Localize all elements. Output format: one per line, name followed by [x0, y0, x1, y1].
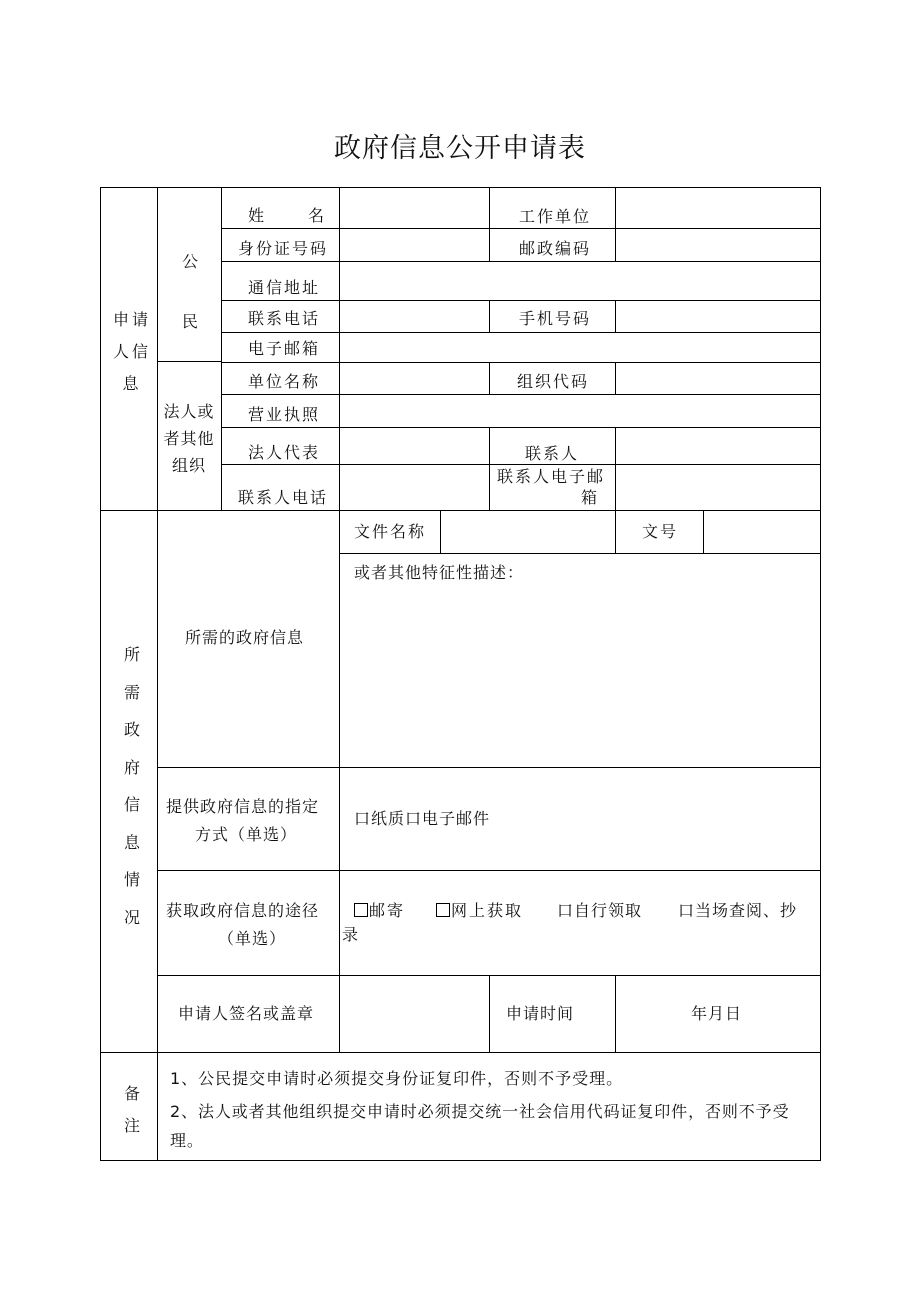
org-code-label: 组织代码 — [517, 372, 590, 391]
citizen-group-label: 公民 — [181, 252, 198, 331]
provide-method-label-line2: 方式（单选） — [195, 825, 298, 844]
provide-options[interactable]: 口纸质口电子邮件 — [354, 809, 491, 828]
license-label: 营业执照 — [248, 405, 321, 424]
obtain-method-label-line2: （单选） — [218, 929, 287, 948]
work-unit-label: 工作单位 — [519, 207, 592, 226]
address-label: 通信地址 — [248, 278, 321, 297]
contact-label: 联系人 — [525, 444, 580, 463]
applicant-section-label: 申请人信息 — [112, 310, 151, 393]
contact-email-label-line1: 联系人电子邮 — [497, 467, 606, 486]
page-title: 政府信息公开申请表 — [334, 133, 586, 164]
email-label: 电子邮箱 — [248, 339, 321, 358]
doc-number-label: 文号 — [642, 522, 679, 541]
obtain-option-onsite-view[interactable]: 口当场查阅、抄 — [678, 901, 798, 920]
signature-label: 申请人签名或盖章 — [178, 1004, 315, 1023]
provide-method-label-line1: 提供政府信息的指定 — [166, 797, 320, 816]
description-label: 或者其他特征性描述： — [354, 563, 525, 582]
phone-label: 联系电话 — [248, 309, 321, 328]
legal-rep-label: 法人代表 — [248, 443, 321, 462]
postal-code-label: 邮政编码 — [519, 239, 592, 258]
obtain-method-label-line1: 获取政府信息的途径 — [166, 901, 320, 920]
date-label: 申请时间 — [506, 1004, 575, 1023]
obtain-option-self-pickup[interactable]: 口自行领取 — [557, 901, 643, 920]
obtain-option-onsite-view-cont: 录 — [342, 925, 361, 944]
obtain-option-online[interactable]: 网上获取 — [436, 900, 523, 922]
unit-name-label: 单位名称 — [248, 372, 321, 391]
contact-email-label-line2: 箱 — [581, 488, 600, 507]
id-number-label: 身份证号码 — [238, 239, 329, 258]
doc-name-label: 文件名称 — [354, 522, 427, 541]
name-label: 姓名 — [248, 206, 369, 225]
info-request-section-label: 所需政府信息情况 — [123, 645, 140, 927]
remark-note-2: 2、法人或者其他组织提交申请时必须提交统一社会信用代码证复印件，否则不予受理。 — [170, 1102, 790, 1150]
mobile-label: 手机号码 — [519, 309, 592, 328]
organization-group-label: 法人或者其他组织 — [163, 402, 215, 475]
needed-info-label: 所需的政府信息 — [185, 628, 305, 647]
obtain-option-mail[interactable]: 邮寄 — [354, 900, 405, 922]
remark-note-1: 1、公民提交申请时必须提交身份证复印件，否则不予受理。 — [170, 1069, 624, 1088]
remarks-section-label: 备注 — [123, 1084, 140, 1135]
checkbox-online[interactable] — [436, 903, 450, 917]
contact-phone-label: 联系人电话 — [238, 488, 329, 507]
checkbox-mail[interactable] — [354, 903, 368, 917]
date-value: 年月日 — [691, 1004, 743, 1023]
